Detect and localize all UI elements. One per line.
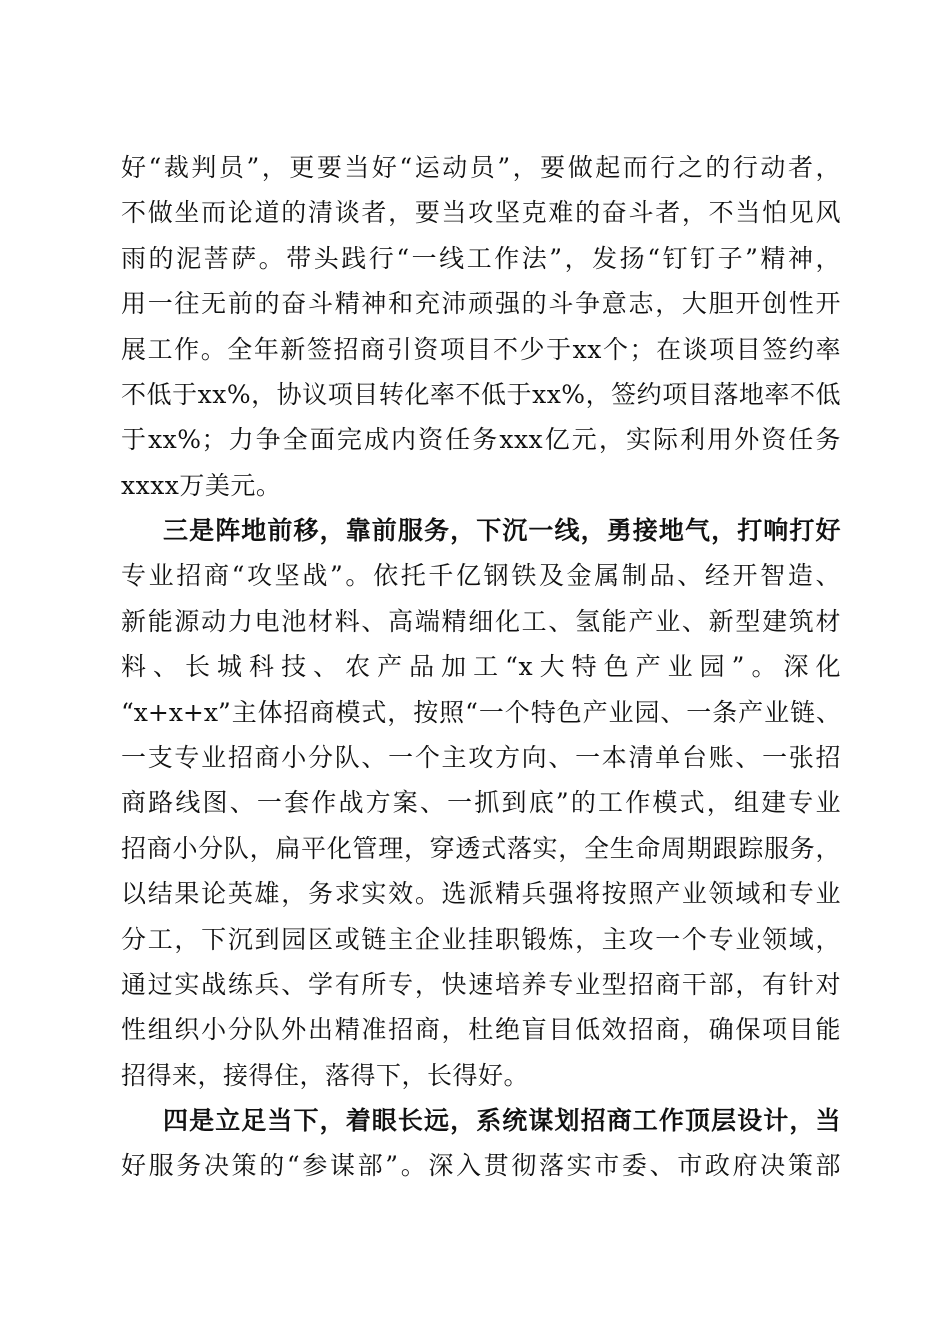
text-line: 不低于xx%，协议项目转化率不低于xx%，签约项目落地率不低 [121, 379, 841, 409]
text-line: 好服务决策的“参谋部”。深入贯彻落实市委、市政府决策部 [121, 1151, 841, 1181]
text-line: 招商小分队，扁平化管理，穿透式落实，全生命周期跟踪服务， [121, 833, 841, 863]
text-line: 性组织小分队外出精准招商，杜绝盲目低效招商，确保项目能 [121, 1015, 841, 1045]
text-line: 新能源动力电池材料、高端精细化工、氢能产业、新型建筑材 [121, 606, 841, 636]
text-line: 展工作。全年新签招商引资项目不少于xx个；在谈项目签约率 [121, 334, 841, 364]
text-line: 商路线图、一套作战方案、一抓到底”的工作模式，组建专业 [121, 788, 841, 818]
text-line: 一支专业招商小分队、一个主攻方向、一本清单台账、一张招 [121, 742, 841, 772]
text-line: “x+x+x”主体招商模式，按照“一个特色产业园、一条产业链、 [121, 697, 841, 727]
text-line: 招得来，接得住，落得下，长得好。 [121, 1060, 530, 1090]
text-line: 好“裁判员”，更要当好“运动员”，要做起而行之的行动者， [121, 153, 841, 182]
text-line: 专业招商“攻坚战”。依托千亿钢铁及金属制品、经开智造、 [121, 561, 841, 591]
text-line: 以结果论英雄，务求实效。选派精兵强将按照产业领域和专业 [121, 879, 841, 909]
text-line: 料、长城科技、农产品加工“x大特色产业园”。深化 [121, 652, 841, 682]
section-heading-line: 四是立足当下，着眼长远，系统谋划招商工作顶层设计，当 [163, 1106, 841, 1135]
paragraph-2 [121, 508, 841, 1098]
text-line: 雨的泥菩萨。带头践行“一线工作法”，发扬“钉钉子”精神， [121, 243, 841, 273]
text-line: 于xx%；力争全面完成内资任务xxx亿元，实际利用外资任务 [121, 425, 841, 455]
text-line: xxxx万美元。 [121, 470, 282, 500]
text-line: 用一往无前的奋斗精神和充沛顽强的斗争意志，大胆开创性开 [121, 289, 841, 319]
section-heading-line: 三是阵地前移，靠前服务，下沉一线，勇接地气，打响打好 [163, 516, 841, 545]
paragraph-3 [121, 1098, 841, 1189]
text-line: 通过实战练兵、学有所专，快速培养专业型招商干部，有针对 [121, 969, 841, 999]
text-line: 分工，下沉到园区或链主企业挂职锻炼，主攻一个专业领域， [121, 924, 841, 954]
paragraph-1 [121, 145, 841, 508]
text-line: 不做坐而论道的清谈者，要当攻坚克难的奋斗者，不当怕见风 [121, 198, 841, 228]
